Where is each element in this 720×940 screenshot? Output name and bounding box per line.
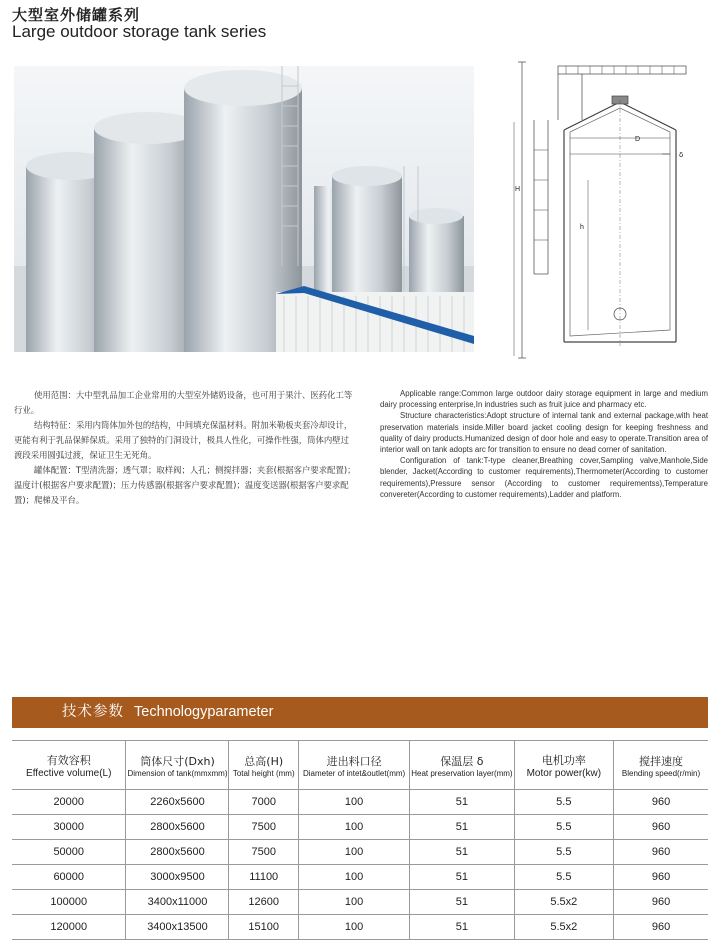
table-cell: 100 — [298, 790, 409, 815]
table-header-row — [12, 741, 708, 790]
table-cell: 960 — [614, 790, 708, 815]
banner-title-en: Technologyparameter — [134, 704, 274, 720]
diagram-label-d: D — [635, 136, 641, 143]
page-title-cn: 大型室外储罐系列 — [12, 6, 141, 24]
description-cn-structure: 结构特征：采用内筒体加外包的结构，中间填充保温材料。附加米勒板夹套冷却设计，更能有利于乳品保鲜保质。采用了独特的门洞设计，极具人性化，可操作性强，筒体内壁过渡段采用圆弧过渡，保证卫生无死角。 — [14, 420, 353, 460]
parameter-table — [12, 740, 708, 940]
table-cell: 120000 — [12, 915, 126, 940]
column-header: 进出料口径 Diameter of intet&outlet(mm) — [298, 741, 409, 790]
table-cell: 2800x5600 — [126, 815, 229, 840]
description-en — [380, 388, 708, 500]
table-cell: 100 — [298, 815, 409, 840]
column-header: 筒体尺寸(Dxh) Dimension of tank(mmxmm) — [126, 741, 229, 790]
column-header: 有效容积 Effective volume(L) — [12, 741, 126, 790]
table-row — [12, 815, 708, 840]
table-cell: 15100 — [229, 915, 298, 940]
table-row — [12, 890, 708, 915]
table-cell: 5.5 — [514, 815, 613, 840]
table-cell: 960 — [614, 865, 708, 890]
table-cell: 100 — [298, 840, 409, 865]
table-cell: 30000 — [12, 815, 126, 840]
description-cn-config: 罐体配置：T型清洗器；透气罩；取样阀；人孔；侧搅拌器；夹套(根据客户要求配置)；温度计(根据客户要求配置)；压力传感器(根据客户要求配置)；温度变送器(根据客户要求配置)；爬梯及平台。 — [14, 465, 356, 505]
table-cell: 100000 — [12, 890, 126, 915]
column-header: 搅拌速度 Blending speed(r/min) — [614, 741, 708, 790]
table-cell: 2260x5600 — [126, 790, 229, 815]
description-en-structure: Structure characteristics:Adopt structure of internal tank and external package,with heat preservation materials inside.Miller board jacket cooling design for keeping freshness and quality of dairy products.Humanized design of door hole and easy to operate.Transition area of interior wall on tank adopts arc for transition to ensure no dead corner of sanitation. — [380, 411, 708, 455]
tank-diagram — [508, 60, 704, 360]
table-cell: 51 — [410, 865, 514, 890]
table-cell: 960 — [614, 840, 708, 865]
banner-title-cn: 技术参数 — [62, 704, 124, 720]
table-cell: 20000 — [12, 790, 126, 815]
table-cell: 51 — [410, 890, 514, 915]
column-header: 保温层 δ Heat preservation layer(mm) — [410, 741, 514, 790]
tech-parameter-banner — [12, 697, 708, 728]
table-cell: 50000 — [12, 840, 126, 865]
description-en-config: Configuration of tank:T-type cleaner,Breathing cover,Sampling valve,Manhole,Side blender, Jacket(According to customer requirements),Thermometer(According to customer requirements),Pressure sensor (According to customer requirementss),Temperature convereter(According to customer requirements),Ladder and platform. — [380, 456, 708, 499]
table-cell: 5.5 — [514, 865, 613, 890]
diagram-label-H: H — [515, 186, 521, 193]
table-cell: 100 — [298, 915, 409, 940]
column-header: 总高(H) Total height (mm) — [229, 741, 298, 790]
table-cell: 3000x9500 — [126, 865, 229, 890]
table-cell: 3400x11000 — [126, 890, 229, 915]
column-header: 电机功率 Motor power(kw) — [514, 741, 613, 790]
table-cell: 60000 — [12, 865, 126, 890]
table-cell: 960 — [614, 890, 708, 915]
table-cell: 7500 — [229, 815, 298, 840]
table-row — [12, 865, 708, 890]
table-cell: 2800x5600 — [126, 840, 229, 865]
diagram-label-delta: δ — [679, 151, 684, 159]
table-cell: 5.5 — [514, 790, 613, 815]
table-cell: 3400x13500 — [126, 915, 229, 940]
table-cell: 51 — [410, 790, 514, 815]
table-cell: 100 — [298, 890, 409, 915]
table-cell: 960 — [614, 815, 708, 840]
table-row — [12, 790, 708, 815]
table-cell: 11100 — [229, 865, 298, 890]
table-cell: 5.5x2 — [514, 890, 613, 915]
table-cell: 5.5x2 — [514, 915, 613, 940]
diagram-label-h: h — [580, 224, 584, 231]
table-row — [12, 915, 708, 940]
table-cell: 960 — [614, 915, 708, 940]
description-cn — [14, 388, 356, 508]
table-cell: 7000 — [229, 790, 298, 815]
page-title-en: Large outdoor storage tank series — [12, 22, 267, 41]
table-cell: 51 — [410, 840, 514, 865]
table-cell: 51 — [410, 915, 514, 940]
table-cell: 7500 — [229, 840, 298, 865]
table-row — [12, 840, 708, 865]
table-cell: 100 — [298, 865, 409, 890]
description-cn-range: 使用范围：大中型乳品加工企业常用的大型室外储奶设备，也可用于果汁、医药化工等行业。 — [14, 390, 353, 415]
table-cell: 51 — [410, 815, 514, 840]
tank-photo — [14, 66, 474, 352]
table-cell: 12600 — [229, 890, 298, 915]
table-cell: 5.5 — [514, 840, 613, 865]
description-en-range: Applicable range:Common large outdoor dairy storage equipment in large and medium dairy processing enterprise,In industries such as fruit juice and pharmacy etc. — [380, 389, 708, 410]
